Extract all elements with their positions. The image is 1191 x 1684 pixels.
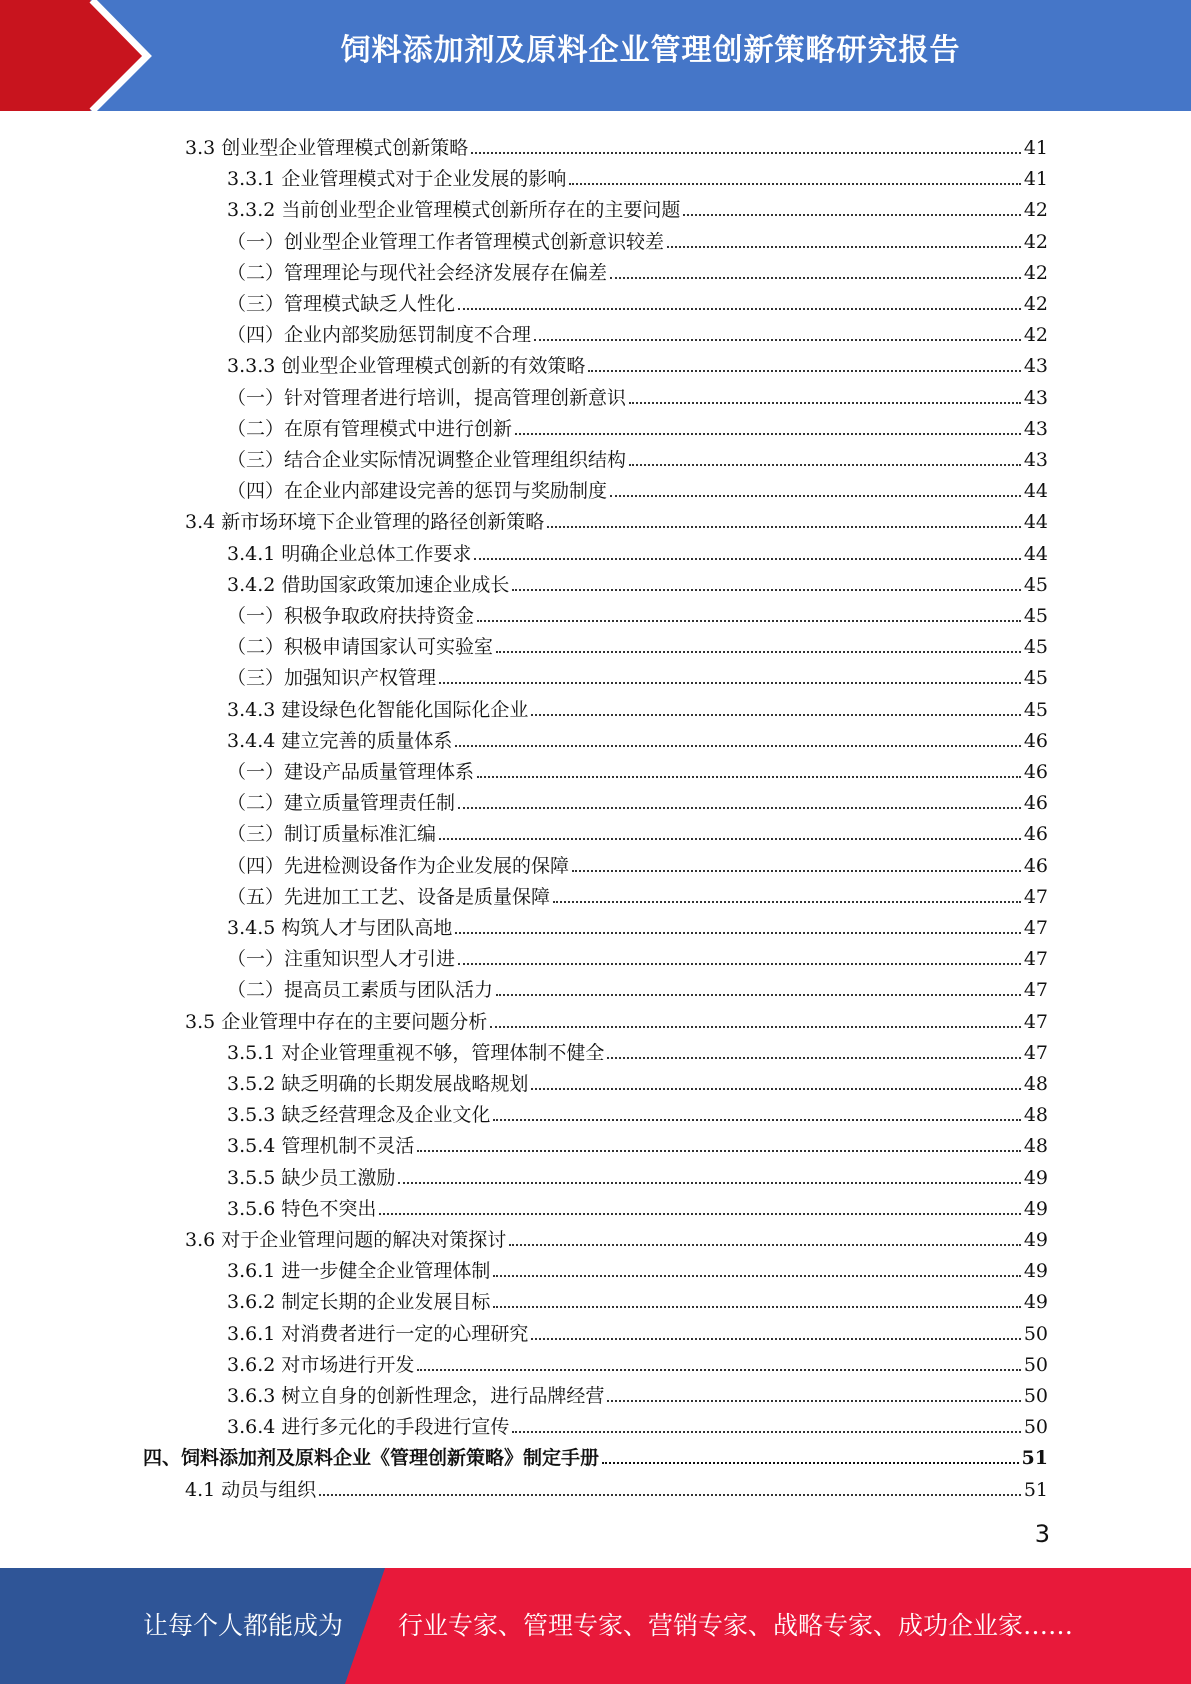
toc-dot-leader [553, 901, 1021, 903]
toc-entry-page: 46 [1023, 823, 1048, 846]
toc-entry[interactable] [227, 970, 1048, 1001]
toc-entry[interactable] [227, 190, 1048, 221]
toc-entry-title: （一）针对管理者进行培训，提高管理创新意识 [227, 386, 627, 409]
toc-entry-page: 41 [1023, 168, 1048, 191]
toc-entry[interactable] [227, 721, 1048, 752]
toc-entry-title: 四、饲料添加剂及原料企业《管理创新策略》制定手册 [143, 1447, 600, 1470]
toc-dot-leader [493, 1306, 1020, 1308]
toc-dot-leader [439, 838, 1021, 840]
toc-entry-title: （三）管理模式缺乏人性化 [227, 293, 456, 315]
toc-entry-page: 43 [1023, 386, 1048, 409]
toc-entry-page: 47 [1023, 948, 1048, 971]
toc-entry-title: （二）提高员工素质与团队活力 [227, 979, 494, 1002]
toc-dot-leader [474, 558, 1020, 560]
toc-entry-title: （二）积极申请国家认可实验室 [227, 636, 494, 659]
toc-entry-page: 42 [1023, 199, 1048, 222]
toc-entry-page: 44 [1023, 511, 1048, 534]
toc-dot-leader [683, 214, 1020, 216]
toc-entry-page: 47 [1023, 1041, 1048, 1064]
toc-dot-leader [547, 526, 1021, 528]
toc-entry-page: 47 [1023, 1010, 1048, 1033]
toc-entry-title: 3.4.2 借助国家政策加速企业成长 [227, 573, 510, 596]
toc-entry-title: （五）先进加工工艺、设备是质量保障 [227, 885, 551, 908]
toc-entry-page: 45 [1023, 573, 1048, 596]
toc-entry-title: （四）在企业内部建设完善的惩罚与奖励制度 [227, 480, 608, 503]
toc-dot-leader [667, 246, 1021, 248]
toc-entry-title: 3.5.4 管理机制不灵活 [227, 1135, 415, 1158]
toc-entry-title: 3.4.4 建立完善的质量体系 [227, 729, 453, 752]
toc-entry-page: 48 [1023, 1135, 1048, 1158]
toc-entry-title: 3.5 企业管理中存在的主要问题分析 [185, 1010, 488, 1033]
toc-entry-page: 46 [1023, 792, 1048, 815]
toc-entry[interactable] [227, 658, 1048, 689]
toc-entry-page: 41 [1023, 137, 1048, 159]
toc-entry[interactable] [227, 1282, 1048, 1313]
toc-entry-page: 50 [1023, 1353, 1048, 1376]
toc-entry-page: 50 [1023, 1322, 1048, 1345]
toc-entry[interactable] [227, 1376, 1048, 1407]
toc-dot-leader [458, 963, 1021, 965]
document-title: 饲料添加剂及原料企业管理创新策略研究报告 [340, 33, 961, 68]
toc-entry-title: （四）先进检测设备作为企业发展的保障 [227, 854, 570, 877]
toc-dot-leader [531, 1338, 1020, 1340]
toc-entry-page: 43 [1023, 417, 1048, 440]
toc-dot-leader [477, 620, 1021, 622]
toc-entry-page: 48 [1023, 1073, 1048, 1095]
toc-entry[interactable] [227, 315, 1048, 346]
toc-dot-leader [493, 1275, 1020, 1277]
toc-entry-title: 3.4 新市场环境下企业管理的路径创新策略 [185, 511, 545, 534]
toc-entry-title: 3.4.5 构筑人才与团队高地 [227, 917, 453, 939]
toc-dot-leader [417, 1369, 1020, 1371]
toc-entry[interactable] [227, 284, 1048, 315]
toc-dot-leader [512, 589, 1020, 591]
toc-entry[interactable] [227, 440, 1048, 471]
toc-entry-page: 45 [1023, 605, 1048, 627]
toc-entry[interactable] [227, 409, 1048, 440]
toc-entry-page: 50 [1023, 1385, 1048, 1407]
toc-dot-leader [531, 1088, 1020, 1090]
toc-entry-title: 3.6.1 进一步健全企业管理体制 [227, 1260, 491, 1283]
toc-entry-page: 49 [1023, 1197, 1048, 1220]
toc-entry[interactable] [227, 222, 1048, 253]
toc-entry-title: 3.6.3 树立自身的创新性理念，进行品牌经营 [227, 1385, 605, 1407]
toc-entry-title: 3.3 创业型企业管理模式创新策略 [185, 137, 469, 159]
toc-entry[interactable] [227, 1251, 1048, 1282]
toc-entry[interactable] [227, 627, 1048, 658]
toc-entry[interactable] [227, 378, 1048, 409]
toc-dot-leader [455, 932, 1020, 934]
toc-entry[interactable] [227, 908, 1048, 939]
toc-entry-title: 3.4.3 建设绿色化智能化国际化企业 [227, 698, 529, 721]
toc-entry-title: （二）管理理论与现代社会经济发展存在偏差 [227, 261, 608, 284]
toc-dot-leader [610, 495, 1021, 497]
toc-entry[interactable] [227, 783, 1048, 814]
toc-entry[interactable] [227, 534, 1048, 565]
toc-entry-title: 3.5.6 特色不突出 [227, 1197, 377, 1220]
toc-entry[interactable] [227, 1126, 1048, 1157]
toc-dot-leader [398, 1182, 1020, 1184]
toc-entry-page: 44 [1023, 542, 1048, 565]
toc-dot-leader [493, 1119, 1020, 1121]
toc-dot-leader [496, 651, 1021, 653]
toc-entry[interactable] [185, 502, 1048, 533]
toc-entry-page: 46 [1023, 729, 1048, 752]
toc-dot-leader [569, 183, 1020, 185]
footer-slogan-left: 让每个人都能成为 [143, 1611, 344, 1640]
toc-dot-leader [607, 1057, 1020, 1059]
toc-entry-title: 3.6.1 对消费者进行一定的心理研究 [227, 1322, 529, 1345]
toc-entry[interactable] [185, 1220, 1048, 1251]
toc-entry-page: 45 [1023, 667, 1048, 690]
toc-entry-page: 45 [1023, 698, 1048, 721]
footer-slogan-right: 行业专家、管理专家、营销专家、战略专家、成功企业家…… [398, 1611, 1074, 1640]
toc-entry-page: 49 [1023, 1260, 1048, 1283]
toc-entry-page: 43 [1023, 449, 1048, 471]
toc-entry-title: （二）建立质量管理责任制 [227, 792, 456, 815]
toc-entry[interactable] [185, 128, 1048, 159]
toc-dot-leader [439, 682, 1021, 684]
footer-banner [0, 1568, 1191, 1684]
toc-dot-leader [607, 1400, 1020, 1402]
toc-entry-title: （三）制订质量标准汇编 [227, 823, 437, 846]
toc-entry[interactable] [227, 814, 1048, 845]
toc-entry-title: （一）建设产品质量管理体系 [227, 761, 475, 783]
toc-dot-leader [602, 1462, 1019, 1464]
toc-entry[interactable] [227, 877, 1048, 908]
toc-entry-page: 45 [1023, 636, 1048, 659]
toc-entry-page: 50 [1023, 1416, 1048, 1439]
header-banner [0, 0, 1191, 111]
toc-entry-page: 42 [1023, 261, 1048, 284]
toc-entry[interactable] [227, 1158, 1048, 1189]
toc-entry-title: 3.5.3 缺乏经营理念及企业文化 [227, 1104, 491, 1127]
toc-entry-page: 42 [1023, 293, 1048, 315]
toc-entry-page: 42 [1023, 324, 1048, 347]
toc-entry-page: 42 [1023, 230, 1048, 253]
toc-dot-leader [458, 308, 1021, 310]
toc-entry[interactable] [227, 1345, 1048, 1376]
toc-dot-leader [417, 1150, 1020, 1152]
toc-entry-title: 3.5.2 缺乏明确的长期发展战略规划 [227, 1073, 529, 1095]
toc-entry[interactable] [185, 1002, 1048, 1033]
toc-entry-title: 3.4.1 明确企业总体工作要求 [227, 542, 472, 565]
toc-dot-leader [458, 807, 1021, 809]
toc-entry[interactable] [227, 690, 1048, 721]
toc-dot-leader [534, 339, 1021, 341]
toc-dot-leader [319, 1494, 1021, 1496]
page-number: 3 [1034, 1520, 1050, 1548]
toc-entry[interactable] [227, 1033, 1048, 1064]
toc-entry-title: 3.6.4 进行多元化的手段进行宣传 [227, 1416, 510, 1439]
toc-dot-leader [531, 714, 1020, 716]
toc-entry-page: 49 [1023, 1291, 1048, 1314]
toc-entry-title: （一）积极争取政府扶持资金 [227, 605, 475, 627]
toc-dot-leader [496, 994, 1021, 996]
toc-dot-leader [477, 776, 1021, 778]
toc-entry-page: 49 [1023, 1229, 1048, 1251]
toc-entry[interactable] [227, 1189, 1048, 1220]
toc-entry-page: 44 [1023, 480, 1048, 503]
toc-dot-leader [512, 1431, 1020, 1433]
toc-entry[interactable] [227, 1314, 1048, 1345]
toc-dot-leader [629, 464, 1021, 466]
toc-entry[interactable] [143, 1438, 1048, 1469]
toc-dot-leader [515, 433, 1021, 435]
toc-entry-page: 51 [1023, 1478, 1048, 1501]
toc-entry-title: 3.3.3 创业型企业管理模式创新的有效策略 [227, 355, 586, 378]
toc-entry-title: （三）加强知识产权管理 [227, 667, 437, 690]
toc-dot-leader [379, 1213, 1020, 1215]
toc-entry[interactable] [227, 346, 1048, 377]
toc-entry[interactable] [227, 253, 1048, 284]
toc-entry-title: （一）创业型企业管理工作者管理模式创新意识较差 [227, 230, 665, 253]
toc-entry[interactable] [227, 159, 1048, 190]
toc-entry[interactable] [227, 846, 1048, 877]
toc-dot-leader [455, 745, 1020, 747]
toc-entry-title: （四）企业内部奖励惩罚制度不合理 [227, 324, 532, 347]
toc-dot-leader [471, 152, 1021, 154]
toc-entry-title: （一）注重知识型人才引进 [227, 948, 456, 971]
toc-entry-title: 3.5.5 缺少员工激励 [227, 1166, 396, 1189]
toc-dot-leader [572, 870, 1021, 872]
toc-entry-page: 49 [1023, 1166, 1048, 1189]
toc-entry[interactable] [185, 1470, 1048, 1501]
toc-entry-page: 47 [1023, 917, 1048, 939]
toc-entry[interactable] [227, 1064, 1048, 1095]
toc-entry[interactable] [227, 1095, 1048, 1126]
toc-dot-leader [610, 277, 1021, 279]
toc-entry[interactable] [227, 939, 1048, 970]
toc-dot-leader [629, 402, 1021, 404]
toc-entry-title: 3.6 对于企业管理问题的解决对策探讨 [185, 1229, 507, 1251]
toc-entry-page: 48 [1023, 1104, 1048, 1127]
toc-entry-title: 3.6.2 制定长期的企业发展目标 [227, 1291, 491, 1314]
toc-entry-page: 47 [1023, 885, 1048, 908]
toc-entry-page: 51 [1021, 1447, 1048, 1470]
toc-entry-page: 46 [1023, 854, 1048, 877]
toc-entry-title: （二）在原有管理模式中进行创新 [227, 417, 513, 440]
toc-entry-title: 3.3.2 当前创业型企业管理模式创新所存在的主要问题 [227, 199, 681, 222]
toc-entry[interactable] [227, 1407, 1048, 1438]
toc-entry-page: 43 [1023, 355, 1048, 378]
toc-entry-page: 46 [1023, 761, 1048, 783]
toc-dot-leader [509, 1244, 1021, 1246]
toc-entry-page: 47 [1023, 979, 1048, 1002]
toc-entry-title: 3.3.1 企业管理模式对于企业发展的影响 [227, 168, 567, 191]
toc-entry[interactable] [227, 752, 1048, 783]
toc-entry[interactable] [227, 596, 1048, 627]
toc-entry[interactable] [227, 565, 1048, 596]
toc-entry-title: 3.5.1 对企业管理重视不够，管理体制不健全 [227, 1041, 605, 1064]
toc-dot-leader [490, 1026, 1021, 1028]
toc-entry-title: 4.1 动员与组织 [185, 1478, 317, 1501]
toc-dot-leader [588, 370, 1020, 372]
toc-entry-title: （三）结合企业实际情况调整企业管理组织结构 [227, 449, 627, 471]
toc-entry-title: 3.6.2 对市场进行开发 [227, 1353, 415, 1376]
toc-entry[interactable] [227, 471, 1048, 502]
